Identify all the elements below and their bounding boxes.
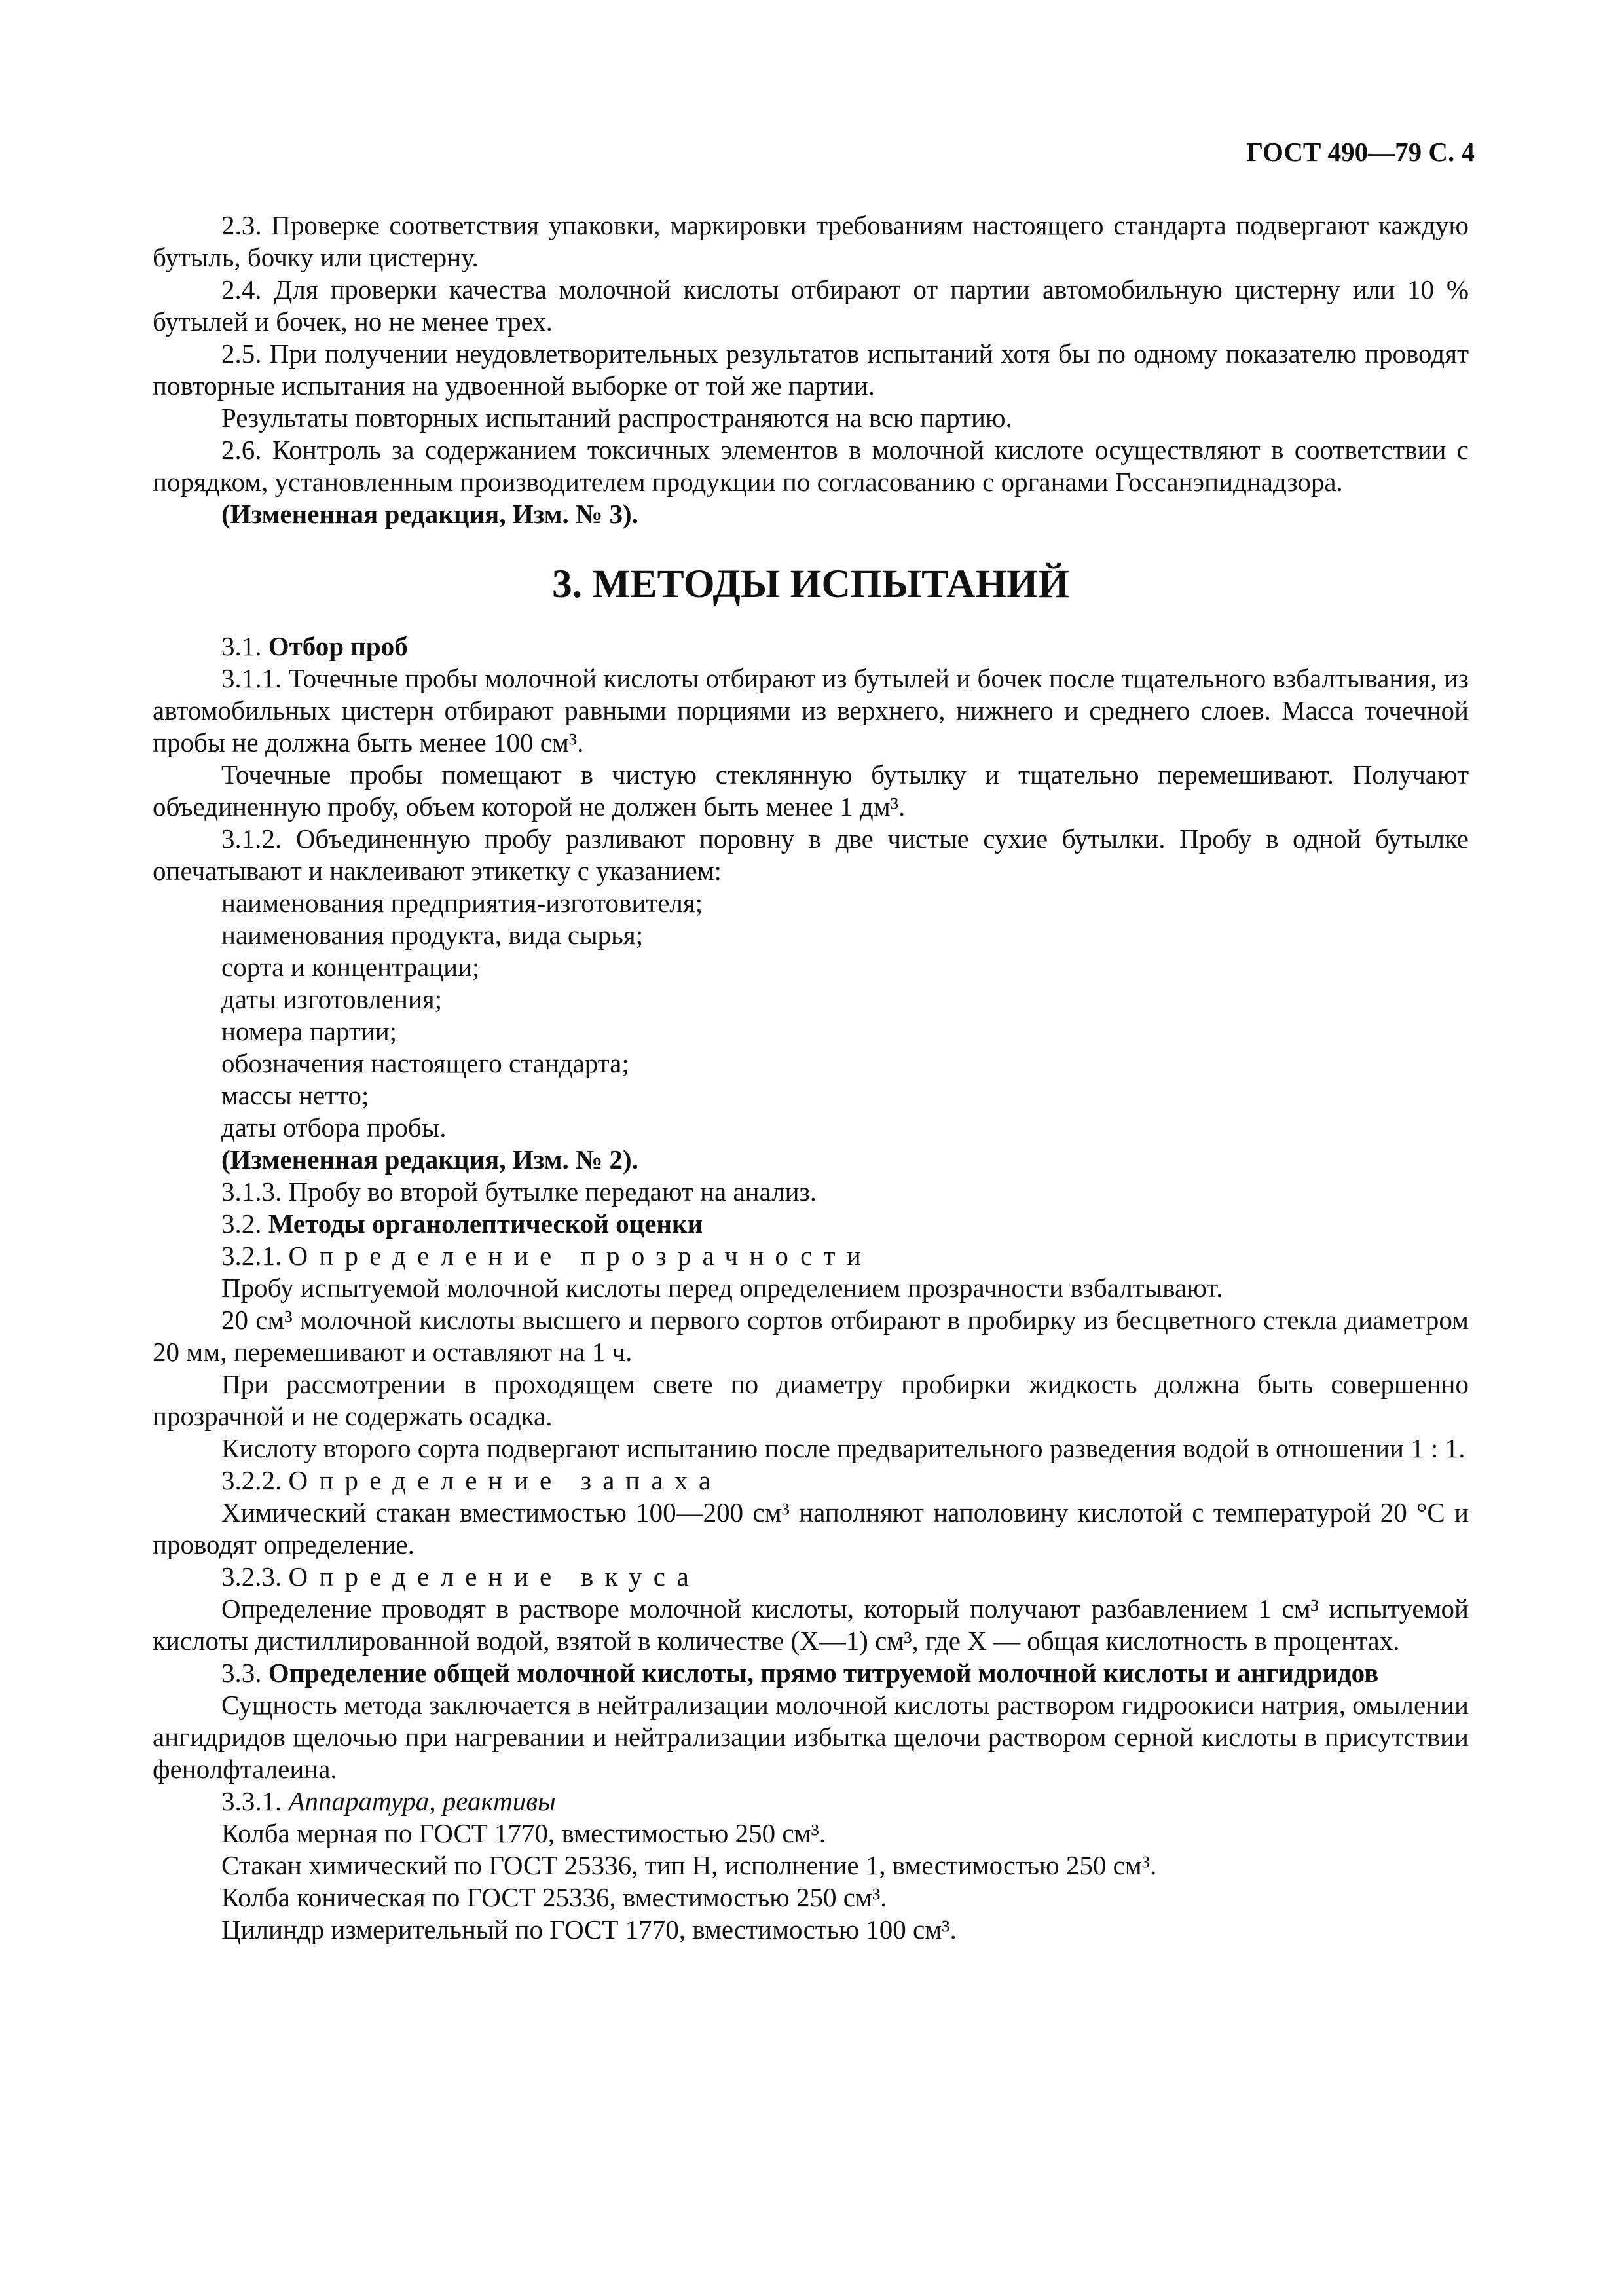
amendment-note-2: (Измененная редакция, Изм. № 2). [221, 1144, 638, 1175]
clause-3-3 [153, 1657, 1469, 1689]
paragraph-3-1-1-b: Точечные пробы помещают в чистую стеклянную бутылку и тщательно перемешивают. Получают объединенную пробу, объем которой не должен быть менее 1 дм³. [153, 759, 1469, 822]
list-item: массы нетто; [221, 1080, 369, 1110]
clause-number: 3.2.2. [221, 1465, 282, 1495]
paragraph-3-1-3: 3.1.3. Пробу во второй бутылке передают на анализ. [221, 1176, 817, 1207]
list-item: Цилиндр измерительный по ГОСТ 1770, вместимостью 100 см³. [221, 1914, 957, 1944]
paragraph-3-3: Сущность метода заключается в нейтрализации молочной кислоты раствором гидроокиси натрия, омылении ангидридов щелочью при нагревании и нейтрализации избытка щелочи раствором серной кислоты в присутствии фенолфталеина. [153, 1690, 1469, 1784]
clause-title: Методы органолептической оценки [268, 1209, 703, 1239]
label-items-list [153, 887, 1469, 1144]
clause-title: Определение запаха [288, 1465, 722, 1495]
clause-3-2 [153, 1208, 1469, 1240]
clause-title: Отбор проб [268, 631, 408, 661]
list-item: наименования предприятия-изготовителя; [221, 888, 703, 918]
list-item: даты изготовления; [221, 984, 443, 1014]
paragraph-2-6: 2.6. Контроль за содержанием токсичных элементов в молочной кислоте осуществляют в соответствии с порядком, установленным производителем продукции по согласованию с органами Госсанэпиднадзора. [153, 435, 1469, 497]
paragraph-2-5-results: Результаты повторных испытаний распространяются на всю партию. [221, 403, 1012, 433]
paragraph-3-1-2: 3.1.2. Объединенную пробу разливают поровну в две чистые сухие бутылки. Пробу в одной бутылке опечатывают и наклеивают этикетку с указанием: [153, 824, 1469, 886]
clause-number: 3.2. [221, 1209, 262, 1239]
paragraph-2-4: 2.4. Для проверки качества молочной кислоты отбирают от партии автомобильную цистерну или 10 % бутылей и бочек, но не менее трех. [153, 274, 1469, 337]
clause-3-3-1 [153, 1785, 1469, 1817]
paragraph-3-2-1-b: 20 см³ молочной кислоты высшего и первого сортов отбирают в пробирку из бесцветного стекла диаметром 20 мм, перемешивают и оставляют на 1 ч. [153, 1305, 1469, 1367]
paragraph-3-2-1-d: Кислоту второго сорта подвергают испытанию после предварительного разведения водой в отношении 1 : 1. [221, 1433, 1465, 1463]
section-title: 3. МЕТОДЫ ИСПЫТАНИЙ [552, 562, 1069, 606]
page-header: ГОСТ 490—79 С. 4 [1245, 137, 1475, 167]
paragraph-3-2-2: Химический стакан вместимостью 100—200 см³ наполняют наполовину кислотой с температурой 20 °С и проводят определение. [153, 1497, 1469, 1559]
amendment-note-3: (Измененная редакция, Изм. № 3). [221, 499, 638, 529]
clause-number: 3.3.1. [221, 1786, 282, 1816]
paragraph-3-1-1: 3.1.1. Точечные пробы молочной кислоты отбирают из бутылей и бочек после тщательного взбалтывания, из автомобильных цистерн отбирают равными порциями из верхнего, нижнего и среднего слоев. Масса точечной пробы не должна быть менее 100 см³. [153, 663, 1469, 757]
clause-number: 3.2.1. [221, 1241, 282, 1271]
list-item: даты отбора пробы. [221, 1112, 447, 1142]
paragraph-3-2-1-a: Пробу испытуемой молочной кислоты перед определением прозрачности взбалтывают. [221, 1273, 1223, 1303]
document-body [153, 210, 1469, 1946]
clause-3-2-2 [153, 1465, 1469, 1497]
clause-3-2-3 [153, 1561, 1469, 1593]
clause-title: Определение вкуса [288, 1561, 701, 1592]
clause-title: Определение прозрачности [288, 1241, 872, 1271]
clause-3-2-1 [153, 1240, 1469, 1272]
apparatus-list [153, 1817, 1469, 1946]
clause-number: 3.2.3. [221, 1561, 282, 1592]
list-item: Колба коническая по ГОСТ 25336, вместимостью 250 см³. [221, 1882, 887, 1912]
clause-number: 3.3. [221, 1658, 262, 1688]
clause-title: Аппаратура, реактивы [288, 1786, 556, 1816]
list-item: Стакан химический по ГОСТ 25336, тип Н, исполнение 1, вместимостью 250 см³. [221, 1850, 1157, 1880]
paragraph-3-2-1-c: При рассмотрении в проходящем свете по диаметру пробирки жидкость должна быть совершенно прозрачной и не содержать осадка. [153, 1369, 1469, 1431]
clause-title: Определение общей молочной кислоты, прямо титруемой молочной кислоты и ангидридов [268, 1658, 1379, 1688]
list-item: обозначения настоящего стандарта; [221, 1048, 629, 1078]
list-item: сорта и концентрации; [221, 952, 480, 982]
clause-3-1 [153, 630, 1469, 663]
clause-number: 3.1. [221, 631, 262, 661]
paragraph-2-5: 2.5. При получении неудовлетворительных результатов испытаний хотя бы по одному показателю проводят повторные испытания на удвоенной выборке от той же партии. [153, 338, 1469, 401]
list-item: Колба мерная по ГОСТ 1770, вместимостью 250 см³. [221, 1818, 826, 1848]
paragraph-3-2-3: Определение проводят в растворе молочной кислоты, который получают разбавлением 1 см³ испытуемой кислоты дистиллированной водой, взятой в количестве (X—1) см³, где X — общая кислотность в процентах. [153, 1594, 1469, 1656]
list-item: наименования продукта, вида сырья; [221, 920, 644, 950]
list-item: номера партии; [221, 1016, 397, 1046]
paragraph-2-3: 2.3. Проверке соответствия упаковки, маркировки требованиям настоящего стандарта подвергают каждую бутыль, бочку или цистерну. [153, 210, 1469, 272]
